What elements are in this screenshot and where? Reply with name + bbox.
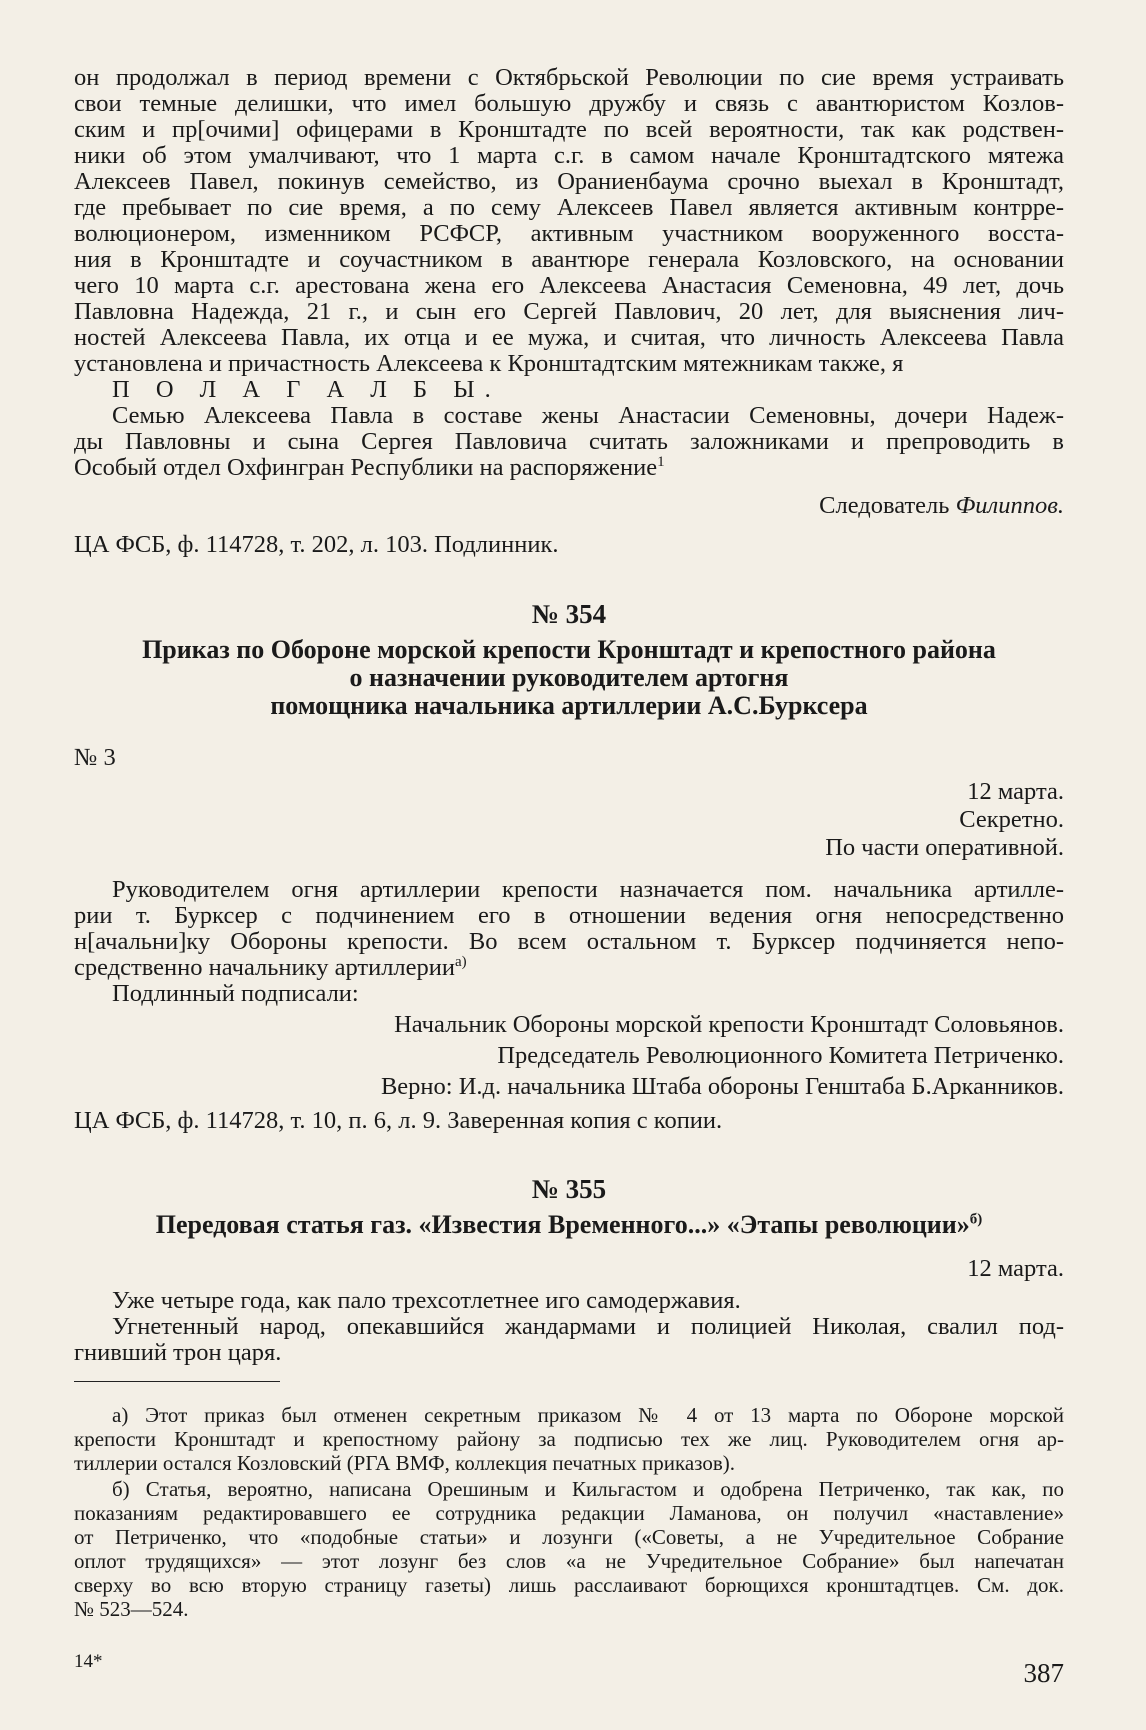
document-title-line: о назначении руководителем артогня [349,663,789,692]
footnote-b-line: показаниям редактировавшего ее сотрудника редакции Ламанова, он получил «наставление» [74,1501,1064,1525]
body-line: гнивший трон царя. [74,1339,282,1366]
footnote-a-line: тиллерии остался Козловский (РГА ВМФ, коллекция печатных приказов). [74,1451,736,1475]
order-number: № 3 [74,744,116,771]
document-title-line: помощника начальника артиллерии А.С.Бурксера [270,691,868,720]
prev-text-line: ским и пр[очими] офицерами в Кронштадте по всей вероятности, так как родствен- [74,116,1064,143]
decision-line: Семью Алексеева Павла в составе жены Анастасии Семеновны, дочери Надеж- [112,402,1064,429]
signature-line: Начальник Обороны морской крепости Кронштадт Соловьянов. [394,1011,1064,1038]
decision-line-text: Особый отдел Охфингран Республики на распоряжение [74,454,658,481]
prev-text-line: ностей Алексеева Павла, их отца и ее мужа, и считая, что личность Алексеева Павла [74,324,1064,351]
prev-text-line: где пребывает по сие время, а по сему Алексеев Павел является активным контрре- [74,194,1064,221]
footnote-mark: а) [455,953,467,970]
body-line: Уже четыре года, как пало трехсотлетнее иго самодержавия. [112,1287,741,1314]
signer-role: Следователь [819,492,956,519]
prev-text-line: Павловна Надежда, 21 г., и сын его Сергей Павлович, 20 лет, для выяснения лич- [74,298,1064,325]
archive-source: ЦА ФСБ, ф. 114728, т. 10, п. 6, л. 9. Заверенная копия с копии. [74,1107,723,1134]
prev-text-line: свои темные делишки, что имел большую дружбу и связь с авантюристом Козлов- [74,90,1064,117]
body-line: рии т. Бурксер с подчинением его в отношении ведения огня непосредственно [74,902,1064,929]
decision-line: ды Павловны и сына Сергея Павловича считать заложниками и препроводить в [74,428,1064,455]
body-line: н[ачальни]ку Обороны крепости. Во всем остальном т. Бурксер подчиняется непо- [74,928,1064,955]
polagal-heading: П О Л А Г А Л Б Ы. [112,376,501,403]
document-title [74,1212,1064,1238]
footnote-b-line: от Петриченко, что «подобные статьи» и лозунги («Советы, а не Учредительное Собрание [74,1525,1064,1549]
footnote-a-line: а) Этот приказ был отменен секретным приказом № 4 от 13 марта по Обороне морской [112,1403,1064,1427]
footnote-mark: б) [969,1211,983,1228]
document-number: № 355 [531,1174,607,1204]
prev-text-line: он продолжал в период времени с Октябрьской Революции по сие время устраивать [74,64,1064,91]
decision-line-last [74,455,1064,481]
prev-text-line: ния в Кронштадте и соучастником в авантюре генерала Козловского, на основании [74,246,1064,273]
archive-source: ЦА ФСБ, ф. 114728, т. 202, л. 103. Подлинник. [74,531,559,558]
footnote-divider [74,1381,280,1382]
footnote-mark: 1 [657,453,665,470]
page-number: 387 [1023,1658,1064,1688]
document-title-line: Приказ по Обороне морской крепости Кронштадт и крепостного района [142,635,996,664]
secrecy-mark: Секретно. [959,806,1064,833]
section-mark: По части оперативной. [825,834,1064,861]
footnote-b-line: сверху во всю вторую страницу газеты) лишь расслаивают борющихся кронштадтцев. См. док. [74,1573,1064,1597]
prev-text-line: волюционером, изменником РСФСР, активным участником вооруженного восста- [74,220,1064,247]
footnote-b-line: № 523—524. [74,1597,189,1621]
footnote-b-line: оплот трудящихся» — этот лозунг без слов «а не Учредительное Собрание» был напечатан [74,1549,1064,1573]
prev-text-line: ники об этом умалчивают, что 1 марта с.г. в самом начале Кронштадтского мятежа [74,142,1064,169]
prev-text-line: чего 10 марта с.г. арестована жена его Алексеева Анастасия Семеновна, 49 лет, дочь [74,272,1064,299]
signature-line: Верно: И.д. начальника Штаба обороны Генштаба Б.Арканников. [380,1073,1064,1100]
footnote-a-line: крепости Кронштадт и крепостному району за подписью тех же лиц. Руководителем огня ар- [74,1427,1064,1451]
prev-text-line: установлена и причастность Алексеева к Кронштадтским мятежникам также, я [74,350,904,377]
prev-text-line: Алексеев Павел, покинув семейство, из Ораниенбаума срочно выехал в Кронштадт, [74,168,1064,195]
signer-name: Филиппов. [955,492,1064,519]
signature-line: Председатель Революционного Комитета Петриченко. [497,1042,1064,1069]
document-number: № 354 [531,599,607,629]
original-signed-label: Подлинный подписали: [112,980,359,1007]
document-date: 12 марта. [967,778,1064,805]
body-line-text: средственно начальнику артиллерии [74,954,456,981]
body-line: Руководителем огня артиллерии крепости назначается пом. начальника артилле- [112,876,1064,903]
printer-signature-mark: 14* [74,1651,103,1672]
body-line-last [74,955,1064,981]
footnote-b-line: б) Статья, вероятно, написана Орешиным и Кильгастом и одобрена Петриченко, так как, по [112,1477,1064,1501]
investigator-signature [74,493,1064,519]
document-date: 12 марта. [967,1255,1064,1282]
body-line: Угнетенный народ, опекавшийся жандармами и полицией Николая, свалил под- [112,1313,1064,1340]
document-title-text: Передовая статья газ. «Известия Временного...» «Этапы революции» [155,1210,970,1239]
